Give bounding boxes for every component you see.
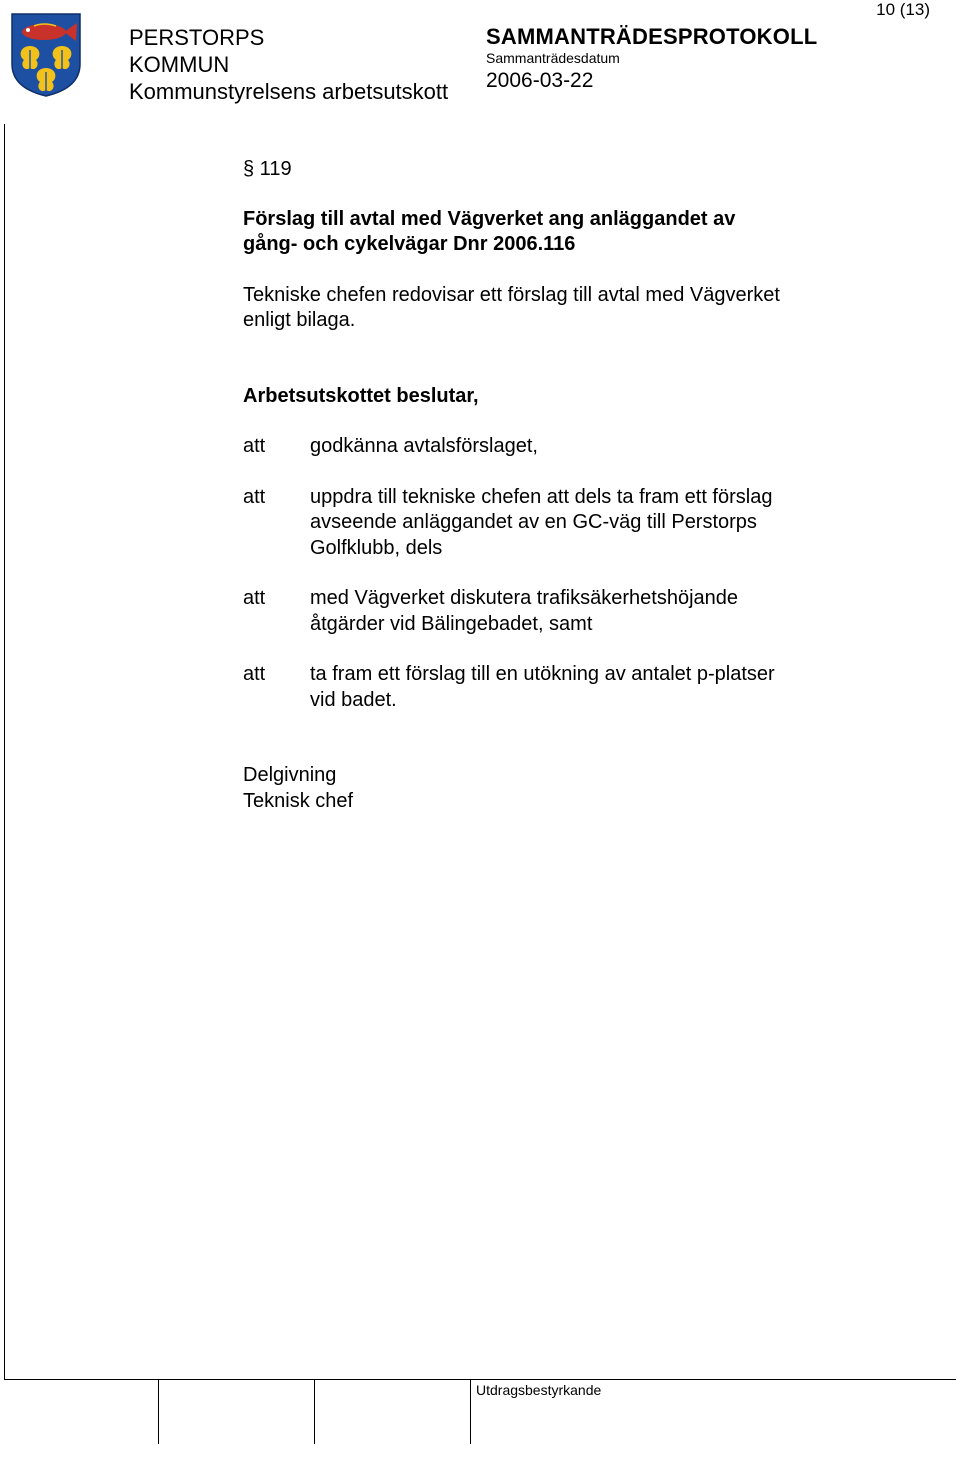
- decision-line: med Vägverket diskutera trafiksäkerhetshöjande: [310, 587, 739, 609]
- decision-line: Golfklubb, dels: [310, 536, 443, 559]
- org-committee: Kommunstyrelsens arbetsutskott: [129, 79, 449, 104]
- decision-text: [310, 662, 883, 713]
- footer-rule: [4, 1379, 956, 1380]
- decision-keyword: att: [243, 663, 266, 685]
- decision-line: ta fram ett förslag till en utökning av antalet p-platser: [310, 663, 775, 685]
- distribution-heading: Delgivning: [243, 764, 337, 786]
- decision-item: [243, 662, 883, 713]
- protocol-header: [486, 24, 817, 94]
- protocol-section: [243, 157, 883, 814]
- decision-text: [310, 434, 883, 460]
- intro-text: [243, 283, 883, 334]
- decision-item: [243, 485, 883, 562]
- decision-item: [243, 586, 883, 637]
- section-title-line: Förslag till avtal med Vägverket ang anläggandet av: [243, 207, 736, 230]
- meeting-date-label: Sammanträdesdatum: [486, 50, 620, 66]
- coat-of-arms-icon: [10, 12, 82, 98]
- org-name-line1: PERSTORPS: [129, 25, 265, 50]
- footer-divider: [158, 1379, 159, 1444]
- protocol-title: SAMMANTRÄDESPROTOKOLL: [486, 24, 818, 49]
- decision-line: vid badet.: [310, 688, 397, 711]
- footer-divider: [470, 1379, 471, 1444]
- decision-keyword: att: [243, 587, 266, 609]
- page-number: 10 (13): [876, 0, 930, 19]
- left-margin-rule: [4, 124, 5, 1380]
- certification-label: Utdragsbestyrkande: [476, 1382, 602, 1398]
- section-title: [243, 207, 883, 258]
- decision-text: [310, 586, 883, 637]
- decision-line: uppdra till tekniske chefen att dels ta fram ett förslag: [310, 485, 773, 508]
- section-title-line: gång- och cykelvägar Dnr 2006.116: [243, 233, 576, 255]
- intro-line: Tekniske chefen redovisar ett förslag till avtal med Vägverket: [243, 283, 780, 306]
- decision-keyword: att: [243, 485, 266, 508]
- decision-text: [310, 485, 883, 562]
- decision-item: [243, 434, 883, 460]
- footer-divider: [314, 1379, 315, 1444]
- meeting-date: 2006-03-22: [486, 69, 594, 92]
- decision-heading: Arbetsutskottet beslutar,: [243, 384, 479, 407]
- municipality-coat-of-arms: [10, 12, 82, 98]
- decision-line: godkänna avtalsförslaget,: [310, 435, 538, 457]
- distribution: [243, 763, 883, 814]
- org-name-line2: KOMMUN: [129, 52, 230, 77]
- decision-line: åtgärder vid Bälingebadet, samt: [310, 612, 593, 635]
- decision-line: avseende anläggandet av en GC-väg till Perstorps: [310, 511, 757, 533]
- distribution-recipient: Teknisk chef: [243, 789, 354, 812]
- intro-line: enligt bilaga.: [243, 309, 356, 331]
- decision-keyword: att: [243, 435, 266, 457]
- organization-name: [129, 24, 448, 105]
- paragraph-number: § 119: [243, 158, 292, 180]
